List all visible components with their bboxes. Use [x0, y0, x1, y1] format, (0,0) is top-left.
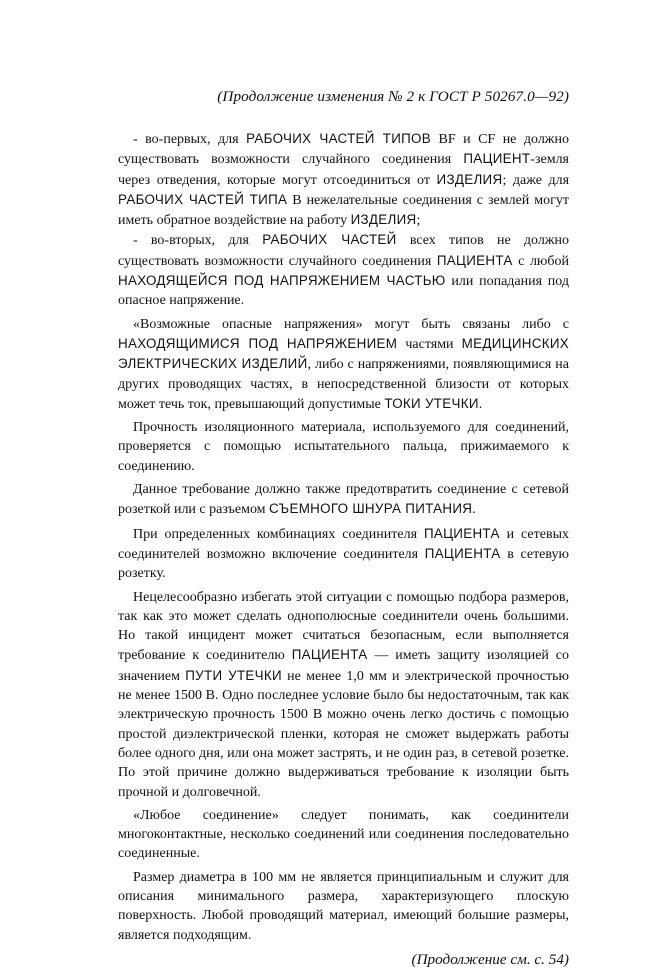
- text-run: с любой: [512, 253, 570, 269]
- text-run: .: [478, 396, 483, 412]
- defined-term: ПАЦИЕНТА: [424, 545, 501, 561]
- defined-term: ПАЦИЕНТА: [291, 647, 368, 663]
- text-run: BF и CF не должно существовать возможности случайного соединения: [118, 132, 569, 168]
- continuation-header: (Продолжение изменения № 2 к ГОСТ Р 50267.0—92): [217, 88, 569, 105]
- paragraph: [118, 480, 569, 520]
- defined-term: ПАЦИЕНТ: [463, 151, 531, 167]
- text-run: и сетевых соединителей возможно включение соединителя: [118, 526, 569, 562]
- defined-term: ПАЦИЕНТА: [423, 525, 500, 541]
- document-page: [118, 88, 569, 969]
- text-run: не менее 1,0 мм и электрической прочностью не менее 1500 В. Одно последнее условие было бы недостаточным, так как электрическую прочность 1500 В можно очень легко достичь с помощью простой диэлектрической пленки, которая не сможет выдержать работы более одного дня, или она может застрять, и не один раз, в сетевой розетке. По этой причине должно выдерживаться требование к изоляции быть прочной и долговечной.: [118, 668, 569, 800]
- text-run: Размер диаметра в 100 мм не является принципиальным и служит для описания минимального размера, характеризующего плоскую поверхность. Любой проводящий материал, имеющий большие размеры, является подходящим.: [118, 869, 569, 943]
- defined-term: ИЗДЕЛИЯ: [436, 171, 503, 187]
- paragraph: [118, 230, 569, 310]
- defined-term: НАХОДЯЩЕЙСЯ ПОД НАПРЯЖЕНИЕМ ЧАСТЬЮ: [118, 273, 446, 289]
- defined-term: РАБОЧИХ ЧАСТЕЙ: [262, 232, 397, 248]
- text-run: «Возможные опасные напряжения» могут быть связаны либо с: [133, 316, 569, 332]
- defined-term: НАХОДЯЩИМИСЯ ПОД НАПРЯЖЕНИЕМ: [118, 335, 398, 351]
- paragraph: [118, 418, 569, 476]
- defined-term: РАБОЧИХ ЧАСТЕЙ ТИПА: [118, 191, 288, 207]
- defined-term: СЪЕМНОГО ШНУРА ПИТАНИЯ: [269, 501, 473, 517]
- defined-term: МЕДИЦИНСКИХ ЭЛЕКТРИЧЕСКИХ ИЗДЕЛИЙ: [118, 335, 569, 372]
- text-run: Прочность изоляционного материала, используемого для соединений, проверяется с помощью испытательного пальца, прижимаемого к соединению.: [118, 420, 569, 474]
- text-run: ; даже для: [502, 172, 570, 188]
- text-run: - во-первых, для: [133, 132, 247, 147]
- text-run: При определенных комбинациях соединителя: [133, 526, 424, 542]
- text-run: .: [472, 502, 476, 518]
- text-run: Нецелесообразно избегать этой ситуации с помощью подбора размеров, так как это может сделать однополюсные соединители очень большими. Но такой инцидент может считаться безопасным, если выполняется требование к соединителю: [118, 589, 569, 664]
- text-run: , либо с напряжениями, появляющимися на других проводящих частях, в непосредственной близости от которых может течь ток, превышающий допустимые: [118, 357, 569, 412]
- text-run: В нежелательные соединения с землей могут иметь обратное воздействие на работу: [118, 192, 569, 229]
- paragraph: [118, 806, 569, 864]
- text-run: — иметь защиту изоляцией со значением: [118, 648, 570, 684]
- defined-term: ПАЦИЕНТА: [436, 252, 513, 268]
- paragraph: [118, 129, 569, 230]
- defined-term: ТОКИ УТЕЧКИ: [384, 395, 479, 411]
- paragraph: [118, 868, 569, 945]
- defined-term: ИЗДЕЛИЯ: [350, 212, 417, 228]
- paragraph: [118, 524, 569, 584]
- text-run: - во-вторых, для: [133, 233, 263, 249]
- text-run: -земля через отведения, которые могут отсоединиться от: [118, 152, 569, 188]
- continuation-footer: (Продолжение см. с. 54): [411, 950, 569, 968]
- defined-term: ПУТИ УТЕЧКИ: [185, 667, 282, 683]
- text-run: или попадания под опасное напряжение.: [118, 274, 569, 309]
- text-run: частями: [397, 336, 462, 352]
- body-text: [118, 129, 569, 945]
- defined-term: РАБОЧИХ ЧАСТЕЙ ТИПОВ: [246, 131, 431, 146]
- text-run: всех типов не должно существовать возможности случайного соединения: [118, 233, 569, 269]
- paragraph: [118, 315, 569, 414]
- paragraph: [118, 588, 569, 802]
- text-run: «Любое соединение» следует понимать, как соединители многоконтактные, несколько соединений или соединения последовательно соединенные.: [118, 807, 569, 862]
- text-run: в сетевую розетку.: [118, 546, 569, 582]
- text-run: ;: [416, 213, 421, 229]
- text-run: Данное требование должно также предотвратить соединение с сетевой розеткой или с разъемом: [118, 482, 569, 518]
